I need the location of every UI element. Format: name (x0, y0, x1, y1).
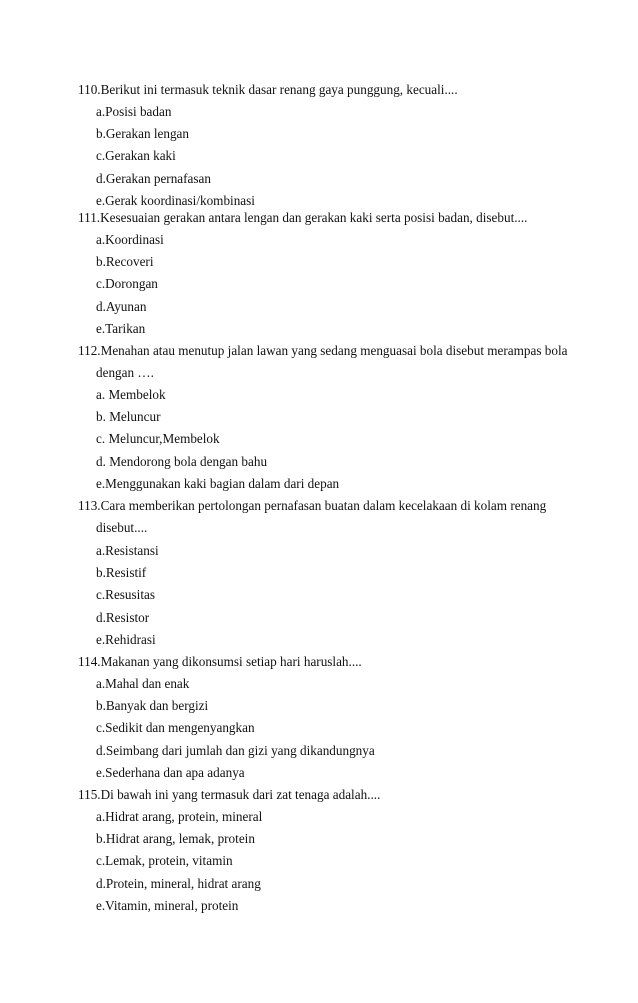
option-113-d: d.Resistor (96, 609, 150, 625)
question-112-stem (78, 340, 578, 384)
option-111-e: e.Tarikan (96, 320, 146, 336)
option-112-b: b. Meluncur (96, 409, 161, 425)
question-115-text: 115.Di bawah ini yang termasuk dari zat tenaga adalah.... (78, 787, 381, 802)
option-111-b: b.Recoveri (96, 254, 154, 270)
question-114-stem (78, 651, 578, 673)
question-115-options (96, 806, 262, 917)
question-110-text: 110.Berikut ini termasuk teknik dasar renang gaya punggung, kecuali.... (78, 82, 458, 97)
option-110-a: a.Posisi badan (96, 104, 172, 119)
option-113-a: a.Resistansi (96, 543, 159, 558)
question-112-continuation: dengan …. (96, 365, 154, 381)
option-114-d: d.Seimbang dari jumlah dan gizi yang dikandungnya (96, 742, 375, 758)
option-112-e: e.Menggunakan kaki bagian dalam dari depan (96, 475, 340, 491)
question-112-text: 112.Menahan atau menutup jalan lawan yang sedang menguasai bola disebut merampas bola (78, 343, 568, 358)
option-113-c: c.Resusitas (96, 587, 155, 603)
option-115-a: a.Hidrat arang, protein, mineral (96, 809, 263, 824)
question-111-text: 111.Kesesuaian gerakan antara lengan dan gerakan kaki serta posisi badan, disebut.... (78, 210, 528, 225)
option-115-d: d.Protein, mineral, hidrat arang (96, 875, 261, 891)
option-110-e: e.Gerak koordinasi/kombinasi (96, 192, 255, 208)
question-111-stem (78, 207, 578, 229)
option-111-d: d.Ayunan (96, 298, 147, 314)
option-114-a: a.Mahal dan enak (96, 676, 190, 691)
option-113-e: e.Rehidrasi (96, 631, 156, 647)
option-110-b: b.Gerakan lengan (96, 126, 190, 142)
option-112-a: a. Membelok (96, 387, 166, 402)
question-113-options (96, 540, 159, 651)
question-111-options (96, 229, 164, 340)
question-115-stem (78, 784, 578, 806)
option-110-c: c.Gerakan kaki (96, 148, 176, 164)
option-115-b: b.Hidrat arang, lemak, protein (96, 831, 255, 847)
option-114-e: e.Sederhana dan apa adanya (96, 764, 245, 780)
question-113-stem (78, 495, 578, 539)
option-114-c: c.Sedikit dan mengenyangkan (96, 720, 255, 736)
option-111-c: c.Dorongan (96, 276, 158, 292)
question-110-stem (78, 79, 578, 101)
option-114-b: b.Banyak dan bergizi (96, 698, 209, 714)
question-110-options (96, 101, 255, 212)
question-114-options (96, 673, 375, 784)
question-113-continuation: disebut.... (96, 520, 148, 536)
question-114-text: 114.Makanan yang dikonsumsi setiap hari haruslah.... (78, 654, 362, 669)
option-112-c: c. Meluncur,Membelok (96, 431, 220, 447)
option-111-a: a.Koordinasi (96, 232, 164, 247)
option-115-e: e.Vitamin, mineral, protein (96, 897, 239, 913)
question-113-text: 113.Cara memberikan pertolongan pernafasan buatan dalam kecelakaan di kolam renang (78, 498, 547, 513)
option-110-d: d.Gerakan pernafasan (96, 170, 211, 186)
option-112-d: d. Mendorong bola dengan bahu (96, 453, 268, 469)
question-112-options (96, 384, 339, 495)
option-115-c: c.Lemak, protein, vitamin (96, 853, 233, 869)
option-113-b: b.Resistif (96, 565, 147, 581)
